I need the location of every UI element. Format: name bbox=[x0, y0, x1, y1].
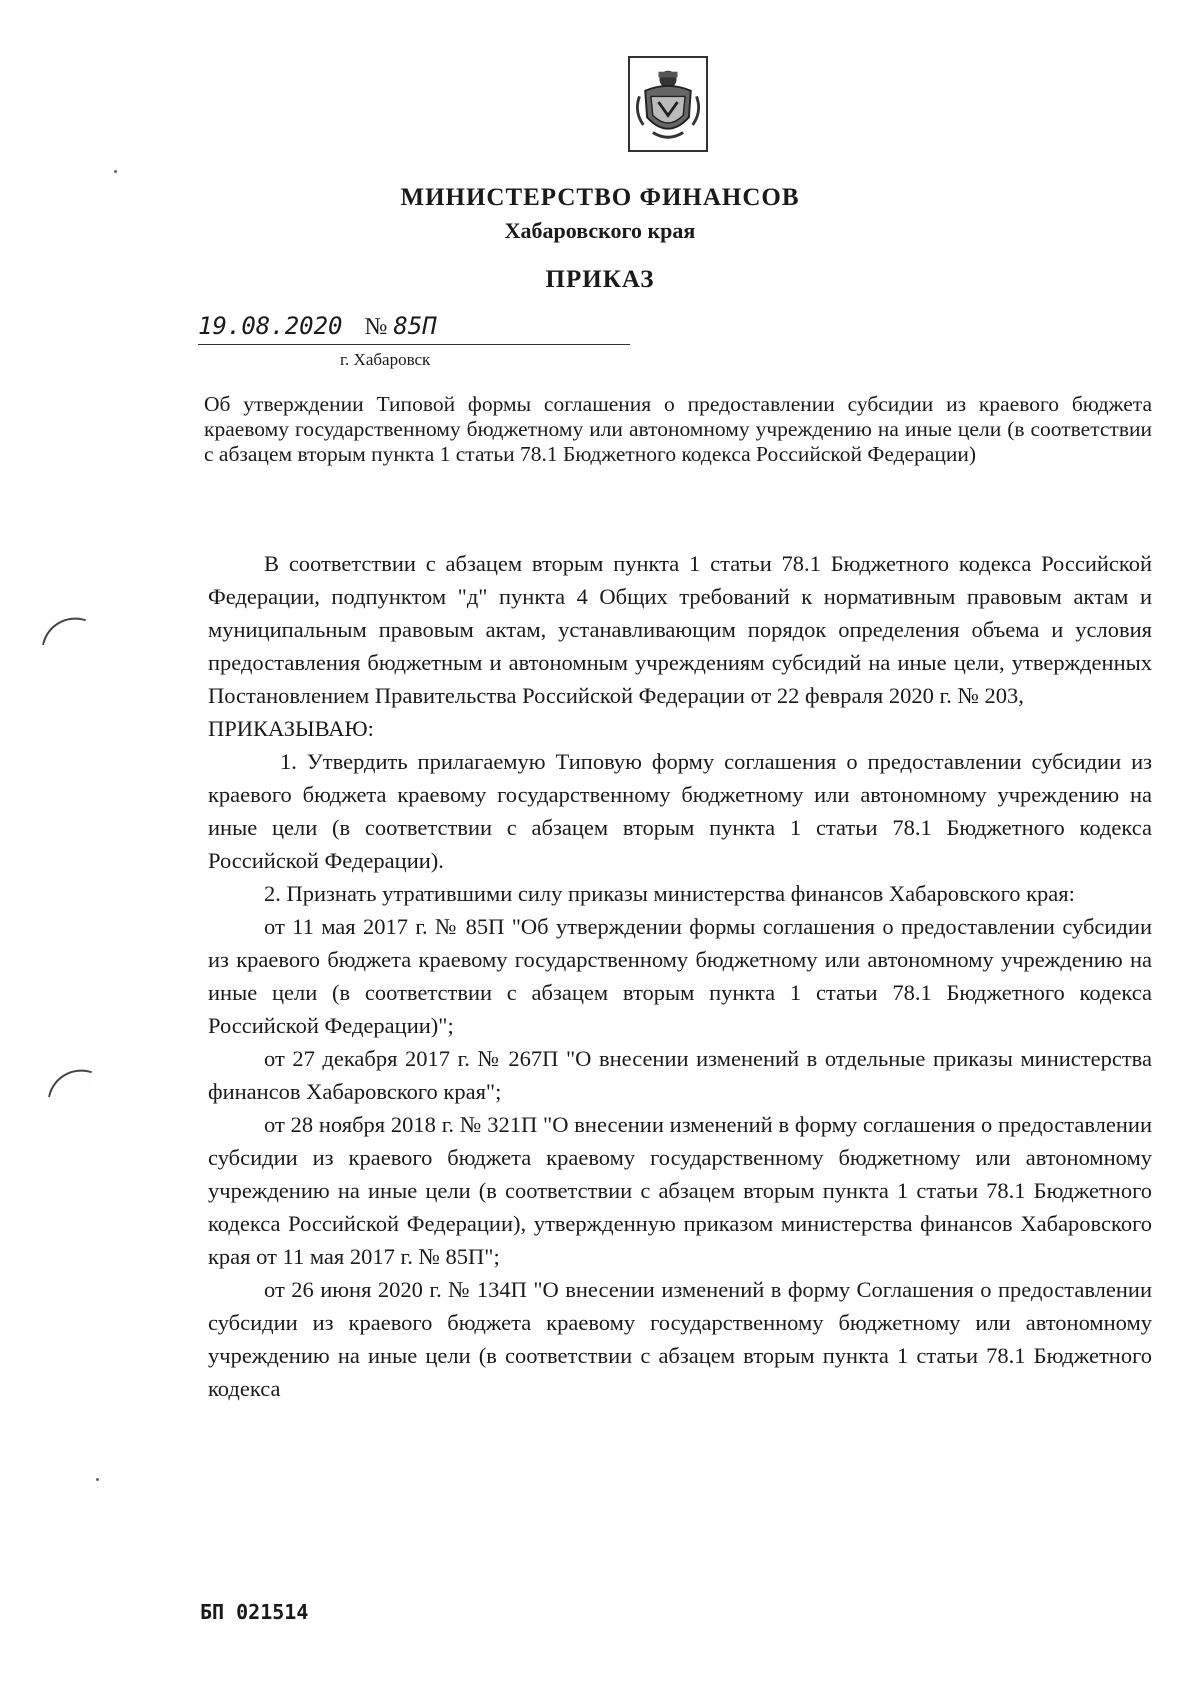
ministry-name: МИНИСТЕРСТВО ФИНАНСОВ bbox=[400, 184, 800, 211]
order-directive: ПРИКАЗЫВАЮ: bbox=[208, 716, 374, 741]
repealed-order-1: от 11 мая 2017 г. № 85П "Об утверждении формы соглашения о предоставлении субсидии из краевого бюджета краевому государственному бюджетному или автономному учреждению на иные цели (в соответствии с абзацем вторым пункта 1 статьи 78.1 Бюджетного кодекса Российской Федерации)"; bbox=[208, 914, 1152, 1038]
scan-speck bbox=[96, 1478, 99, 1481]
document-type: ПРИКАЗ bbox=[545, 266, 655, 293]
order-number: 85П bbox=[393, 312, 437, 340]
form-serial-code: БП 021514 bbox=[200, 1600, 309, 1624]
order-item-2: 2. Признать утратившими силу приказы министерства финансов Хабаровского края: bbox=[264, 881, 1075, 906]
repealed-order-3: от 28 ноября 2018 г. № 321П "О внесении изменений в форму соглашения о предоставлении субсидии из краевого бюджета краевому государственному бюджетному или автономному учреждению на иные цели (в соответствии с абзацем вторым пункта 1 статьи 78.1 Бюджетного кодекса Российской Федерации), утвержденную приказом министерства финансов Хабаровского края от 11 мая 2017 г. № 85П"; bbox=[208, 1112, 1152, 1269]
region-name: Хабаровского края bbox=[504, 218, 696, 243]
order-date-number bbox=[198, 312, 630, 345]
order-subject: Об утверждении Типовой формы соглашения о предоставлении субсидии из краевого бюджета краевому государственному бюджетному или автономному учреждению на иные цели (в соответствии с абзацем вторым пункта 1 статьи 78.1 Бюджетного кодекса Российской Федерации) bbox=[204, 392, 1152, 466]
scan-speck bbox=[114, 170, 117, 173]
repealed-order-4: от 26 июня 2020 г. № 134П "О внесении изменений в форму Соглашения о предоставлении субсидии из краевого бюджета краевому государственному бюджетному или автономному учреждению на иные цели (в соответствии с абзацем вторым пункта 1 статьи 78.1 Бюджетного кодекса bbox=[208, 1277, 1152, 1401]
hole-punch-mark-icon bbox=[42, 610, 86, 654]
number-sign: № bbox=[364, 314, 388, 340]
coat-of-arms-icon bbox=[628, 56, 708, 152]
order-item-1: 1. Утвердить прилагаемую Типовую форму соглашения о предоставлении субсидии из краевого бюджета краевому государственному бюджетному или автономному учреждению на иные цели (в соответствии с абзацем вторым пункта 1 статьи 78.1 Бюджетного кодекса Российской Федерации). bbox=[208, 749, 1152, 873]
preamble-paragraph: В соответствии с абзацем вторым пункта 1 статьи 78.1 Бюджетного кодекса Российской Федерации, подпунктом "д" пункта 4 Общих требований к нормативным правовым актам и муниципальным правовым актам, устанавливающим порядок определения объема и условия предоставления бюджетным и автономным учреждениям субсидий на иные цели, утвержденных Постановлением Правительства Российской Федерации от 22 февраля 2020 г. № 203, bbox=[208, 551, 1152, 708]
city: г. Хабаровск bbox=[340, 350, 431, 369]
repealed-order-2: от 27 декабря 2017 г. № 267П "О внесении изменений в отдельные приказы министерства финансов Хабаровского края"; bbox=[208, 1046, 1152, 1104]
order-date: 19.08.2020 bbox=[198, 312, 343, 340]
order-body bbox=[208, 547, 1152, 1405]
hole-punch-mark-icon bbox=[48, 1062, 92, 1106]
